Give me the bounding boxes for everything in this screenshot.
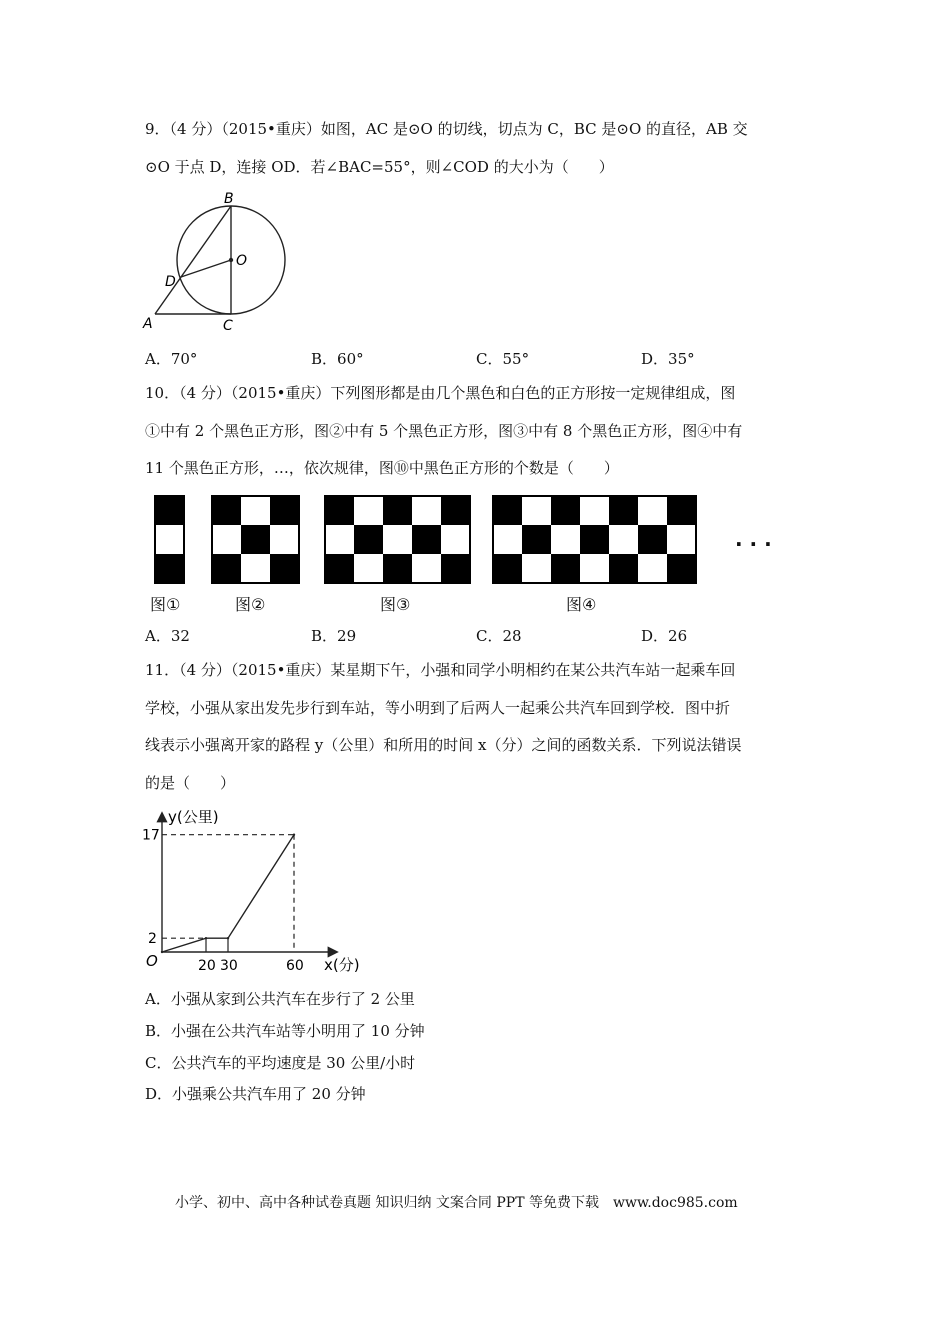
q11-text-line2: 学校，小强从家出发先步行到车站，等小明到了后两人一起乘公共汽车回到学校．图中折 [145,699,731,717]
white-square [383,525,412,554]
black-square [412,525,441,554]
q11-x-tick-label: 20 [198,958,216,974]
black-square [551,554,580,583]
white-square [155,525,184,554]
black-square [522,525,551,554]
black-square [354,525,383,554]
white-square [412,496,441,525]
q11-text-line1: 11．（4 分）（2015•重庆）某星期下午，小强和同学小明相约在某公共汽车站一起乘车回 [145,661,736,679]
q9-label-A: A [143,316,153,332]
q9-option-a[interactable]: A．70° [145,350,198,368]
white-square [325,525,354,554]
q10-option-b[interactable]: B．29 [311,627,357,645]
q11-data-point [161,951,163,953]
white-square [522,554,551,583]
black-square [212,554,241,583]
black-square [493,554,522,583]
q11-option-b[interactable]: B．小强在公共汽车站等小明用了 10 分钟 [145,1022,425,1040]
q11-text-line3: 线表示小强离开家的路程 y（公里）和所用的时间 x（分）之间的函数关系．下列说法错误 [145,736,742,754]
black-square [270,496,299,525]
q10-text-line1: 10．（4 分）（2015•重庆）下列图形都是由几个黑色和白色的正方形按一定规律组成，图 [145,384,736,402]
q10-figure-label-1: 图① [150,595,181,614]
white-square [354,554,383,583]
q9-label-D: D [165,274,176,290]
white-square [522,496,551,525]
black-square [383,496,412,525]
white-square [580,496,609,525]
white-square [551,525,580,554]
q11-option-c[interactable]: C．公共汽车的平均速度是 30 公里/小时 [145,1054,416,1072]
q10-figure-label-4: 图④ [566,595,597,614]
black-square [155,496,184,525]
q11-option-a[interactable]: A．小强从家到公共汽车在步行了 2 公里 [145,990,415,1008]
q11-text-line4: 的是（ ） [145,774,236,792]
q10-pattern-figure [150,492,800,588]
q9-text-line1: 9．（4 分）（2015•重庆）如图，AC 是⊙O 的切线，切点为 C，BC 是⊙O 的直径，AB 交 [145,120,748,138]
white-square [609,525,638,554]
black-square [441,496,470,525]
black-square [667,496,696,525]
q11-y-axis-label: y(公里) [168,808,219,826]
black-square [441,554,470,583]
black-square [325,554,354,583]
q9-option-d[interactable]: D．35° [641,350,695,368]
q9-option-b[interactable]: B．60° [311,350,364,368]
q9-label-B: B [224,191,234,207]
black-square [638,525,667,554]
q10-figure-label-2: 图② [235,595,266,614]
black-square [325,496,354,525]
white-square [493,525,522,554]
q10-option-d[interactable]: D．26 [641,627,688,645]
black-square [609,496,638,525]
q11-y-tick-label: 17 [142,827,160,844]
q11-option-d[interactable]: D．小强乘公共汽车用了 20 分钟 [145,1085,366,1103]
black-square [551,496,580,525]
page-footer: 小学、初中、高中各种试卷真题 知识归纳 文案合同 PPT 等免费下载 www.doc985.com [175,1195,738,1211]
white-square [241,496,270,525]
white-square [441,525,470,554]
white-square [667,525,696,554]
q11-line-chart [138,800,378,980]
q10-figure-label-3: 图③ [380,595,411,614]
black-square [155,554,184,583]
q9-label-O: O [236,253,248,269]
q9-label-C: C [223,318,233,334]
white-square [241,554,270,583]
black-square [493,496,522,525]
white-square [638,554,667,583]
white-square [270,525,299,554]
q10-option-c[interactable]: C．28 [476,627,522,645]
q11-x-tick-label: 60 [286,958,304,974]
q11-x-axis-label: x(分) [324,956,360,974]
black-square [580,525,609,554]
q10-option-a[interactable]: A．32 [145,627,190,645]
white-square [580,554,609,583]
q9-option-c[interactable]: C．55° [476,350,530,368]
q11-y-tick-label: 2 [148,931,157,948]
q9-text-line2: ⊙O 于点 D，连接 OD．若∠BAC=55°，则∠COD 的大小为（ ） [145,158,614,176]
white-square [212,525,241,554]
black-square [241,525,270,554]
q10-text-line2: ①中有 2 个黑色正方形，图②中有 5 个黑色正方形，图③中有 8 个黑色正方形，图④中有 [145,422,743,440]
white-square [412,554,441,583]
white-square [638,496,667,525]
q10-ellipsis: · · · [735,532,772,556]
q10-text-line3: 11 个黑色正方形，…，依次规律，图⑩中黑色正方形的个数是（ ） [145,459,619,477]
black-square [212,496,241,525]
q11-x-tick-label: 30 [220,958,238,974]
black-square [270,554,299,583]
q11-origin-label: O [146,952,158,970]
black-square [383,554,412,583]
white-square [354,496,383,525]
q9-circle-figure [140,188,300,338]
black-square [667,554,696,583]
q11-series-line [162,835,294,952]
black-square [609,554,638,583]
